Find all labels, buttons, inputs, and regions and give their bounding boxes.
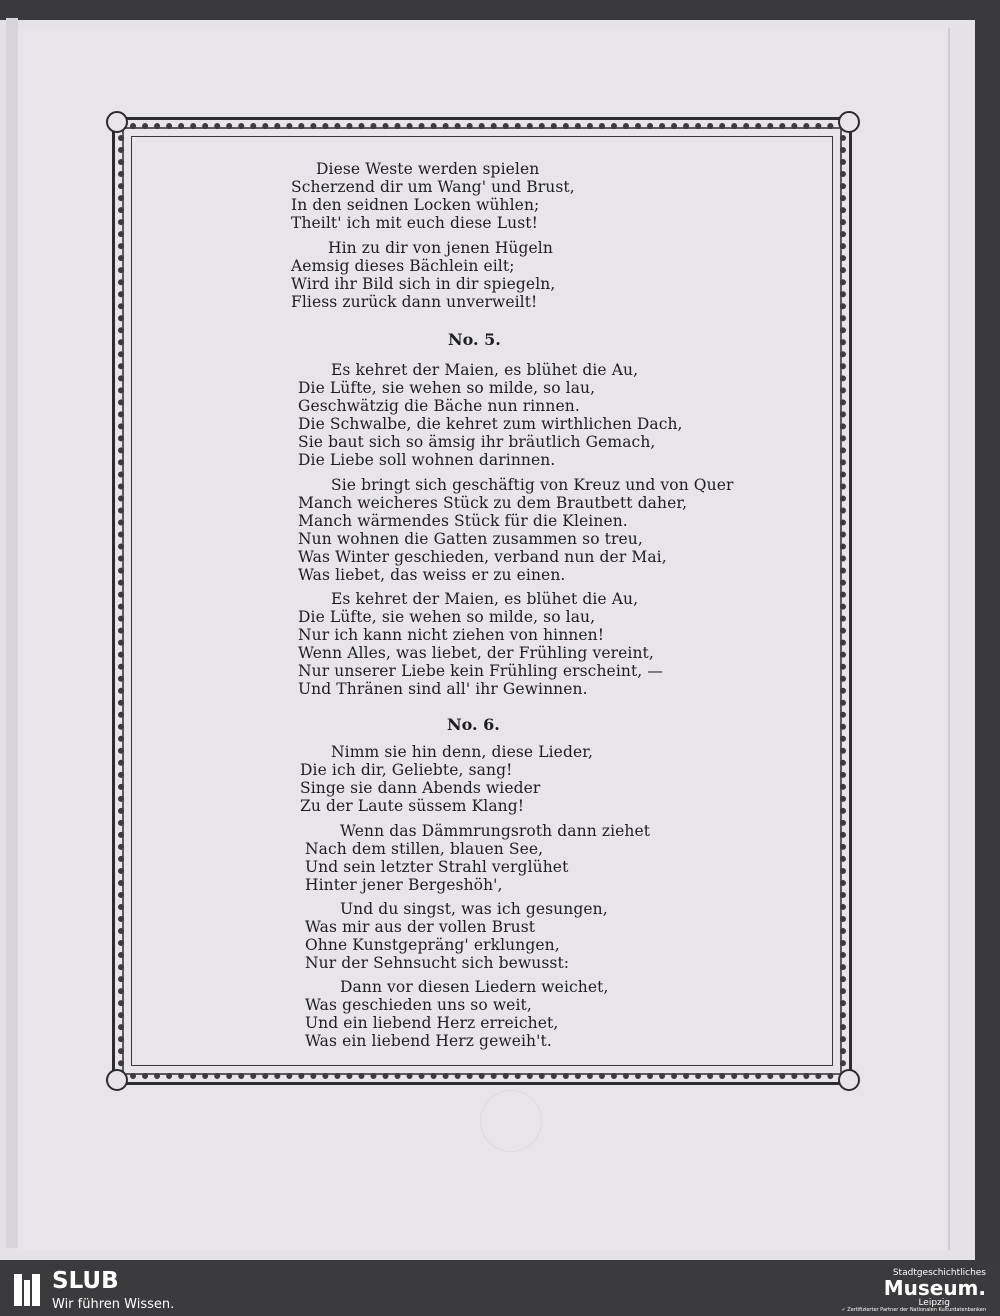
poem-line: Nun wohnen die Gatten zusammen so treu, xyxy=(298,530,643,548)
poem-line: Nur der Sehnsucht sich bewusst: xyxy=(305,954,570,972)
poem-line: Was geschieden uns so weit, xyxy=(305,996,532,1014)
poem-line: Sie bringt sich geschäftig von Kreuz und von Quer xyxy=(331,476,734,494)
slub-logo-icon xyxy=(12,1270,42,1310)
museum-logo-city: Leipzig xyxy=(918,1298,950,1308)
section-heading-no6: No. 6. xyxy=(447,715,500,734)
museum-logo-name[interactable]: Museum. xyxy=(883,1276,986,1300)
poem-line: Und Thränen sind all' ihr Gewinnen. xyxy=(298,680,588,698)
poem-line: Theilt' ich mit euch diese Lust! xyxy=(291,214,538,232)
poem-line: Scherzend dir um Wang' und Brust, xyxy=(291,178,575,196)
corner-ornament-top-left xyxy=(106,111,128,133)
poem-line: Was Winter geschieden, verband nun der Mai, xyxy=(298,548,667,566)
left-sheet-edge xyxy=(6,18,18,1248)
poem-line: Wenn Alles, was liebet, der Frühling vereint, xyxy=(298,644,654,662)
poem-line: Was ein liebend Herz geweih't. xyxy=(305,1032,552,1050)
poem-line: Die ich dir, Geliebte, sang! xyxy=(300,761,513,779)
poem-line: Was liebet, das weiss er zu einen. xyxy=(298,566,566,584)
poem-line: Nur ich kann nicht ziehen von hinnen! xyxy=(298,626,605,644)
poem-line: Und du singst, was ich gesungen, xyxy=(340,900,608,918)
poem-line: Hin zu dir von jenen Hügeln xyxy=(328,239,553,257)
poem-line: Nimm sie hin denn, diese Lieder, xyxy=(331,743,594,761)
poem-line: Wenn das Dämmrungsroth dann ziehet xyxy=(340,822,651,840)
poem-line: Hinter jener Bergeshöh', xyxy=(305,876,503,894)
poem-line: Und sein letzter Strahl verglühet xyxy=(305,858,569,876)
poem-line: In den seidnen Locken wühlen; xyxy=(291,196,540,214)
museum-logo-top: Stadtgeschichtliches xyxy=(892,1268,986,1278)
poem-line: Die Lüfte, sie wehen so milde, so lau, xyxy=(298,608,596,626)
poem-line: Fliess zurück dann unverweilt! xyxy=(291,293,538,311)
corner-ornament-bottom-left xyxy=(106,1069,128,1091)
section-heading-no5: No. 5. xyxy=(448,330,501,349)
poem-line: Manch wärmendes Stück für die Kleinen. xyxy=(298,512,628,530)
poem-line: Es kehret der Maien, es blühet die Au, xyxy=(331,590,639,608)
poem-line: Die Liebe soll wohnen darinnen. xyxy=(298,451,556,469)
poem-line: Zu der Laute süssem Klang! xyxy=(300,797,525,815)
poem-line: Dann vor diesen Liedern weichet, xyxy=(340,978,609,996)
poem-line: Wird ihr Bild sich in dir spiegeln, xyxy=(291,275,556,293)
poem-line: Singe sie dann Abends wieder xyxy=(300,779,541,797)
poem-line: Was mir aus der vollen Brust xyxy=(305,918,536,936)
poem-line: Die Lüfte, sie wehen so milde, so lau, xyxy=(298,379,596,397)
poem-line: Sie baut sich so ämsig ihr bräutlich Gemach, xyxy=(298,433,656,451)
poem-line: Nur unserer Liebe kein Frühling erscheint, — xyxy=(298,662,663,680)
corner-ornament-top-right xyxy=(838,111,860,133)
slub-logo-title[interactable]: SLUB xyxy=(52,1268,119,1294)
poem-line: Es kehret der Maien, es blühet die Au, xyxy=(331,361,639,379)
museum-certification: ✓ Zertifizierter Partner der Nationalen Kulturdatenbanken xyxy=(841,1307,986,1313)
poem-line: Manch weicheres Stück zu dem Brautbett daher, xyxy=(298,494,688,512)
poem-line: Und ein liebend Herz erreichet, xyxy=(305,1014,559,1032)
blind-stamp xyxy=(480,1090,542,1152)
poem-line: Aemsig dieses Bächlein eilt; xyxy=(291,257,515,275)
poem-line: Die Schwalbe, die kehret zum wirthlichen Dach, xyxy=(298,415,683,433)
slub-logo-subtitle: Wir führen Wissen. xyxy=(52,1297,175,1312)
poem-line: Geschwätzig die Bäche nun rinnen. xyxy=(298,397,580,415)
corner-ornament-bottom-right xyxy=(838,1069,860,1091)
poem-line: Diese Weste werden spielen xyxy=(316,160,540,178)
poem-line: Nach dem stillen, blauen See, xyxy=(305,840,544,858)
poem-line: Ohne Kunstgepräng' erklungen, xyxy=(305,936,560,954)
